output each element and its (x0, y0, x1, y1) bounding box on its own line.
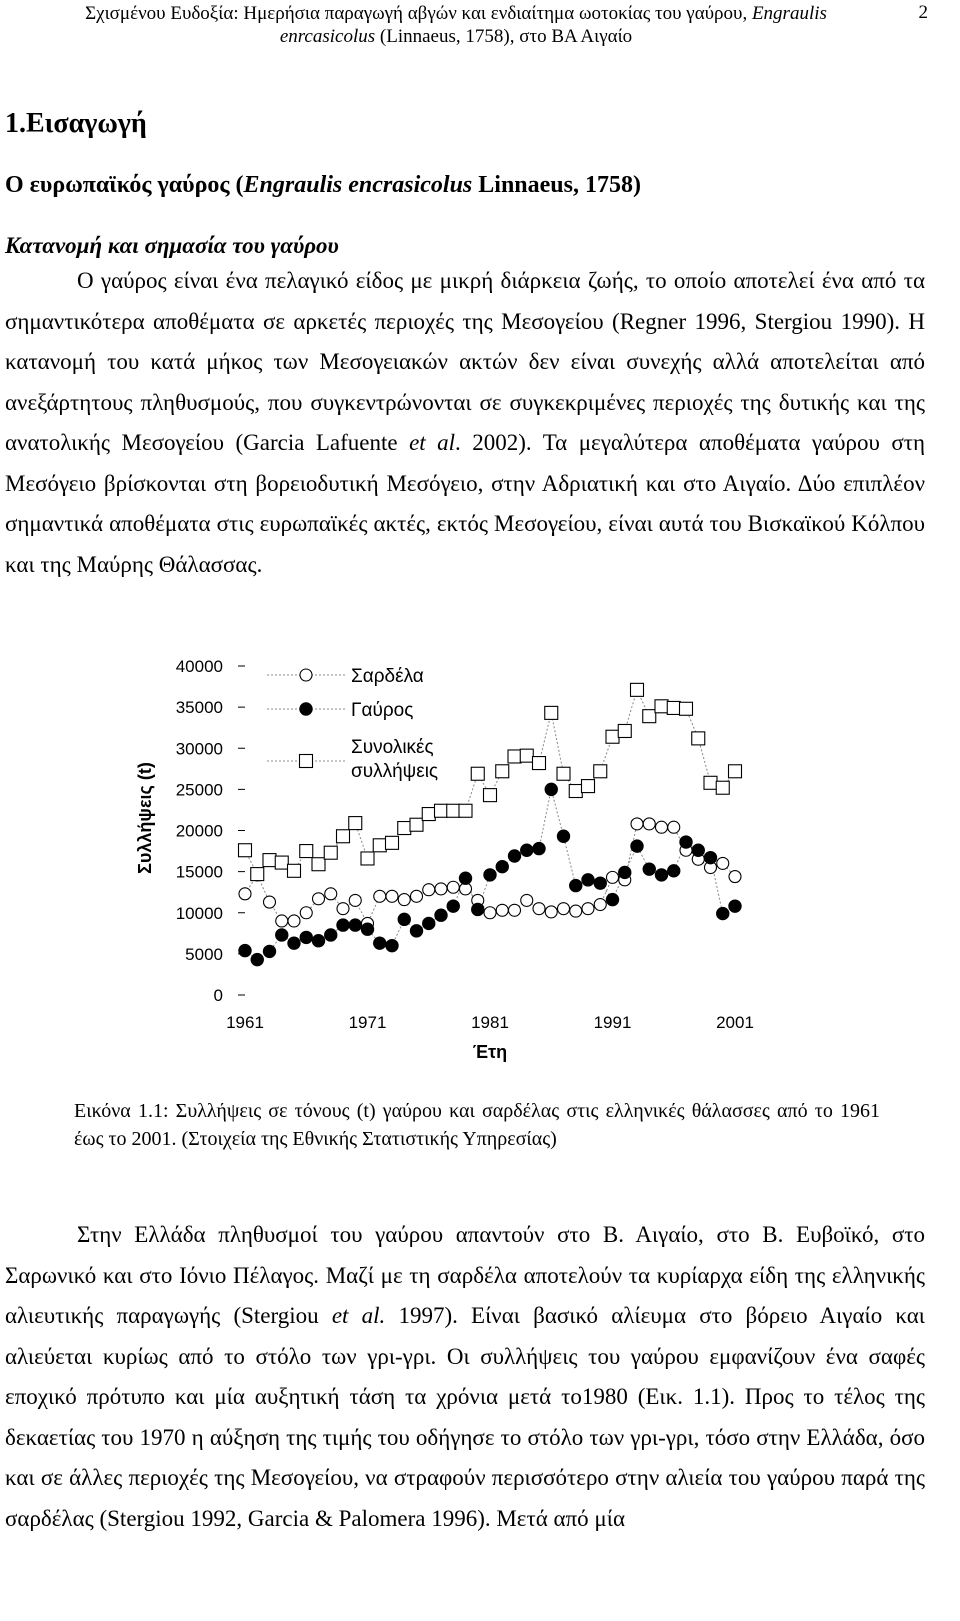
series-1-point (447, 881, 459, 893)
series-1-point (668, 821, 680, 833)
series-1-point (631, 818, 643, 830)
series-1-point (423, 884, 435, 896)
y-tick-label: 0 (213, 986, 223, 1005)
series-3-point (631, 683, 644, 696)
paragraph-1 (5, 261, 925, 585)
x-tick-label: 1971 (348, 1013, 387, 1032)
y-tick-label: 5000 (185, 944, 223, 964)
series-1-point (570, 905, 582, 917)
series-3-point (618, 724, 631, 737)
series-1-point (656, 821, 668, 833)
series-2-point (668, 865, 680, 877)
series-3-point (716, 781, 729, 794)
series-3-point (275, 856, 288, 869)
subsection-title (5, 172, 641, 199)
series-1-point (558, 903, 570, 915)
y-tick-label: 25000 (175, 780, 223, 800)
series-3-point (496, 765, 509, 778)
y-tick-label: 35000 (175, 698, 223, 718)
series-1-point (374, 890, 386, 902)
series-3-point (692, 732, 705, 745)
paragraph-1-et-al: et al (409, 430, 456, 455)
series-3-point (386, 836, 399, 849)
series-1-point (582, 903, 594, 915)
series-3-point (349, 817, 362, 830)
series-2-point (410, 925, 422, 937)
series-1-point (484, 907, 496, 919)
series-2-point (680, 836, 692, 848)
series-2-point (325, 929, 337, 941)
series-2-point (361, 923, 373, 935)
series-2-point (729, 900, 741, 912)
subsection-title-a: Ο ευρωπαϊκός γαύρος ( (5, 172, 244, 198)
series-3-point (729, 765, 742, 778)
series-2-point (435, 909, 447, 921)
legend-label: Γαύρος (351, 700, 414, 721)
x-tick-label: 1981 (471, 1013, 509, 1032)
series-2-point (251, 953, 263, 965)
series-1-point (276, 915, 288, 927)
series-2-point (300, 931, 312, 943)
header-text-1: Σχισμένου Ευδοξία: Ημερήσια παραγωγή αβγών και ενδιαίτημα ωοτοκίας του γαύρου, (85, 3, 752, 24)
topic-title: Κατανομή και σημασία του γαύρου (5, 233, 339, 258)
series-3-point (263, 854, 276, 867)
series-2-point (570, 879, 582, 891)
series-3-point (606, 730, 619, 743)
series-3-point (569, 785, 582, 798)
series-3-point (410, 818, 423, 831)
series-2-point (398, 913, 410, 925)
series-1-point (521, 894, 533, 906)
series-2-point (276, 929, 288, 941)
series-3-point (300, 845, 313, 858)
series-3-point (655, 700, 668, 713)
series-line-3 (245, 690, 735, 874)
series-3-point (239, 844, 252, 857)
series-1-point (239, 888, 251, 900)
series-3-point (545, 706, 558, 719)
series-2-point (655, 869, 667, 881)
header-species-1: Engraulis (751, 3, 827, 24)
series-1-point (643, 818, 655, 830)
series-3-point (508, 750, 521, 763)
section-title: 1.Εισαγωγή (5, 108, 147, 139)
catch-chart (130, 650, 770, 1080)
series-3-point (398, 822, 411, 835)
series-2-point (594, 877, 606, 889)
y-tick-label: 30000 (175, 739, 223, 759)
header-species-2: enrcasicolus (279, 26, 376, 47)
series-2-point (312, 935, 324, 947)
series-3-point (533, 757, 546, 770)
series-2-point (496, 860, 508, 872)
paragraph-2 (5, 1215, 925, 1539)
series-2-point (619, 866, 631, 878)
series-1-point (545, 906, 557, 918)
series-3-point (447, 804, 460, 817)
x-tick-label: 1961 (226, 1013, 264, 1032)
series-2-point (263, 945, 275, 957)
series-2-point (386, 939, 398, 951)
series-1-point (313, 893, 325, 905)
series-3-point (667, 701, 680, 714)
series-2-point (374, 937, 386, 949)
series-1-point (496, 904, 508, 916)
series-2-point (582, 874, 594, 886)
series-1-point (729, 871, 741, 883)
series-2-point (337, 919, 349, 931)
series-3-point (459, 804, 472, 817)
series-1-point (337, 903, 349, 915)
series-3-point (680, 702, 693, 715)
legend-marker (300, 703, 312, 715)
catch-chart-svg (130, 650, 770, 1080)
series-2-point (692, 844, 704, 856)
series-2-point (447, 900, 459, 912)
series-3-point (582, 780, 595, 793)
series-2-point (704, 851, 716, 863)
legend-label: Συνολικές συλλήψεις (351, 737, 439, 782)
series-2-point (606, 893, 618, 905)
series-3-point (471, 767, 484, 780)
series-3-point (435, 804, 448, 817)
series-3-point (337, 830, 350, 843)
header-text-2: (Linnaeus, 1758), στο ΒΑ Αιγαίο (375, 26, 633, 47)
paragraph-1-text-b: . 2002). Τα μεγαλύτερα αποθέματα γαύρου στη Μεσόγειο βρίσκονται στη βορειοδυτική Μεσόγειο, στην Αδριατική και στο Αιγαίο. Δύο επιπλέον σημαντικά αποθέματα στις ευρωπαϊκές ακτές, εκτός Μεσογείου, είναι αυτά του Βισκαϊκού Κόλπου και της Μαύρης Θάλασσας. (5, 430, 925, 577)
series-2-point (533, 842, 545, 854)
series-3-point (288, 864, 301, 877)
series-1-point (325, 888, 337, 900)
series-3-point (520, 749, 533, 762)
subsection-title-species: Engraulis encrasicolus (243, 172, 473, 198)
series-3-point (373, 839, 386, 852)
y-axis-title: Συλλήψεις (t) (135, 762, 155, 874)
series-1-point (300, 907, 312, 919)
series-2-point (631, 840, 643, 852)
series-1-point (288, 915, 300, 927)
series-3-point (704, 776, 717, 789)
series-2-point (484, 869, 496, 881)
series-3-point (251, 868, 264, 881)
running-header (36, 2, 876, 48)
series-3-point (361, 852, 374, 865)
series-1-point (594, 899, 606, 911)
series-1-point (533, 903, 545, 915)
series-2-point (472, 903, 484, 915)
series-2-point (557, 830, 569, 842)
x-tick-label: 1991 (593, 1013, 632, 1032)
series-1-point (435, 883, 447, 895)
series-3-point (557, 767, 570, 780)
series-1-point (607, 871, 619, 883)
series-2-point (521, 844, 533, 856)
series-2-point (459, 872, 471, 884)
page-number: 2 (918, 2, 928, 23)
legend-label: Σαρδέλα (351, 666, 424, 687)
series-2-point (717, 907, 729, 919)
series-3-point (422, 808, 435, 821)
series-1-point (349, 894, 361, 906)
figure-caption: Εικόνα 1.1: Συλλήψεις σε τόνους (t) γαύρου και σαρδέλας στις ελληνικές θάλασσες από το 1961 έως το 2001. (Στοιχεία της Εθνικής Στατιστικής Υπηρεσίας) (74, 1100, 880, 1150)
legend-marker (300, 669, 312, 681)
paragraph-2-text-a: Στην Ελλάδα πληθυσμοί του γαύρου απαντούν στο Β. Αιγαίο, στο Β. Ευβοϊκό, στο Σαρωνικό και στο Ιόνιο Πέλαγος. Μαζί με τη σαρδέλα αποτελούν τα κυρίαρχα είδη της ελληνικής αλιευτικής παραγωγής (Stergiou (5, 1222, 925, 1328)
series-1-point (264, 896, 276, 908)
y-tick-label: 10000 (175, 903, 223, 923)
series-3-point (312, 858, 325, 871)
y-tick-label: 15000 (175, 862, 223, 882)
series-3-point (324, 846, 337, 859)
paragraph-1-text-a: Ο γαύρος είναι ένα πελαγικό είδος με μικρή διάρκεια ζωής, το οποίο αποτελεί ένα από τα σημαντικότερα αποθέματα σε αρκετές περιοχές της Μεσογείου (Regner 1996, Stergiou 1990). Η κατανομή του κατά μήκος των Μεσογειακών ακτών δεν είναι συνεχής αλλά αποτελείται από ανεξάρτητους πληθυσμούς, που συγκεντρώνονται σε συγκεκριμένες περιοχές της δυτικής και της ανατολικής Μεσογείου (Garcia Lafuente (5, 268, 925, 455)
x-tick-label: 2001 (716, 1013, 754, 1032)
subsection-title-b: Linnaeus, 1758) (472, 172, 641, 198)
series-2-point (423, 917, 435, 929)
legend-marker (300, 755, 313, 768)
series-2-point (349, 919, 361, 931)
series-1-point (411, 890, 423, 902)
paragraph-2-et-al: et al. (331, 1303, 386, 1328)
series-2-point (288, 937, 300, 949)
series-2-point (545, 783, 557, 795)
series-1-point (386, 890, 398, 902)
series-2-point (239, 944, 251, 956)
x-axis-title: Έτη (472, 1042, 508, 1062)
series-1-point (398, 894, 410, 906)
series-3-point (643, 710, 656, 723)
series-2-point (643, 863, 655, 875)
series-3-point (484, 789, 497, 802)
series-1-point (509, 904, 521, 916)
y-tick-label: 40000 (175, 657, 223, 676)
series-2-point (508, 850, 520, 862)
series-3-point (594, 765, 607, 778)
y-tick-label: 20000 (175, 821, 223, 841)
paragraph-2-text-b: 1997). Είναι βασικό αλίευμα στο βόρειο Αιγαίο και αλιεύεται κυρίως από το στόλο των γρι-γρι. Οι συλλήψεις του γαύρου εμφανίζουν ένα σαφές εποχικό πρότυπο και μία αυξητική τάση τα χρόνια μετά το1980 (Εικ. 1.1). Προς το τέλος της δεκαετίας του 1970 η αύξηση της τιμής του οδήγησε το στόλο των γρι-γρι, τόσο στην Ελλάδα, όσο και σε άλλες περιοχές της Μεσογείου, να στραφούν περισσότερο στην αλιεία του γαύρου παρά της σαρδέλας (Stergiou 1992, Garcia & Palomera 1996). Μετά από μία (5, 1303, 925, 1531)
series-1-point (717, 857, 729, 869)
